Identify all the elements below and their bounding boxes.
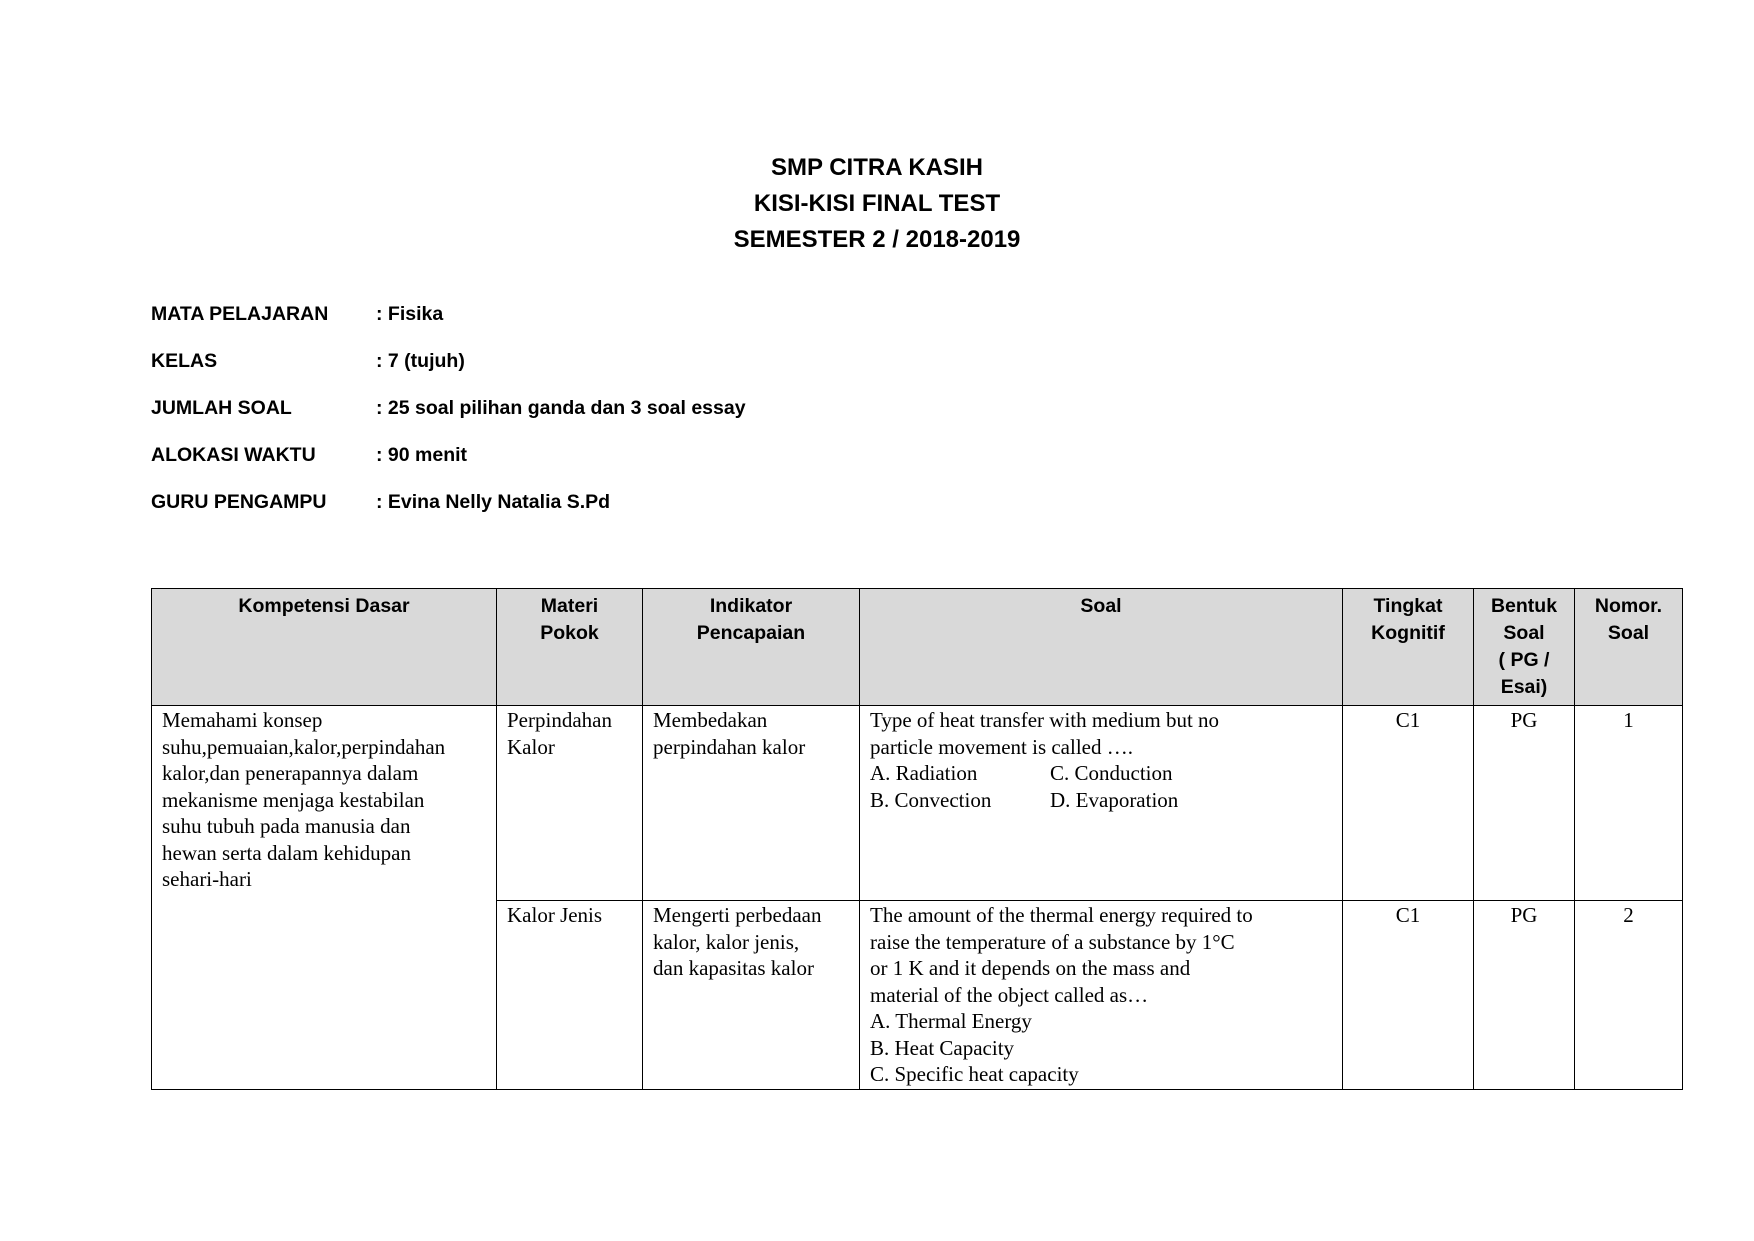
school-name: SMP CITRA KASIH (770, 154, 983, 181)
indikator-cell: Mengerti perbedaan kalor, kalor jenis, dan kapasitas kalor (643, 901, 860, 1090)
info-label: KELAS (151, 350, 218, 372)
table-row (152, 706, 1683, 901)
header-indikator-pencapaian: Indikator Pencapaian (643, 589, 860, 706)
semester-label: SEMESTER 2 / 2018-2019 (733, 226, 1021, 253)
soal-cell: Type of heat transfer with medium but no particle movement is called …. A. Radiation C. Conduction B. Convection D. Evaporation (860, 706, 1343, 901)
option: C. Conduction (1050, 761, 1173, 785)
bentuk-soal-cell: PG (1474, 706, 1575, 901)
info-value: : Fisika (376, 303, 444, 325)
info-label: MATA PELAJARAN (151, 303, 329, 325)
tingkat-kognitif-cell: C1 (1343, 706, 1474, 901)
info-value: : 25 soal pilihan ganda dan 3 soal essay (376, 397, 746, 419)
kisi-kisi-table (151, 588, 1683, 1090)
header-bentuk-soal: Bentuk Soal ( PG / Esai) (1474, 589, 1575, 706)
nomor-soal-cell: 2 (1575, 901, 1683, 1090)
options-row (870, 787, 1332, 814)
header-materi-pokok: Materi Pokok (497, 589, 643, 706)
indikator-cell: Membedakan perpindahan kalor (643, 706, 860, 901)
soal-cell: The amount of the thermal energy required to raise the temperature of a substance by 1°C or 1 K and it depends on the mass and material of the object called as… A. Thermal Energy B. Heat Capacity C. Specific heat capacity (860, 901, 1343, 1090)
materi-pokok-cell: Kalor Jenis (497, 901, 643, 1090)
option: B. Convection (870, 787, 992, 812)
materi-pokok-cell: Perpindahan Kalor (497, 706, 643, 901)
header-nomor-soal: Nomor. Soal (1575, 589, 1683, 706)
info-value: : 7 (tujuh) (376, 350, 465, 372)
table-header-row (152, 589, 1683, 706)
nomor-soal-cell: 1 (1575, 706, 1683, 901)
header-kompetensi-dasar: Kompetensi Dasar (152, 589, 497, 706)
option: A. Radiation (870, 761, 978, 785)
document-heading: KISI-KISI FINAL TEST (753, 190, 1001, 217)
header-tingkat-kognitif: Tingkat Kognitif (1343, 589, 1474, 706)
info-label: ALOKASI WAKTU (151, 444, 316, 466)
document-title (0, 150, 1754, 258)
option: D. Evaporation (1050, 787, 1179, 812)
bentuk-soal-cell: PG (1474, 901, 1575, 1090)
info-value: : Evina Nelly Natalia S.Pd (376, 491, 611, 513)
header-soal: Soal (860, 589, 1343, 706)
info-label: JUMLAH SOAL (151, 397, 292, 419)
info-label: GURU PENGAMPU (151, 491, 327, 513)
info-value: : 90 menit (376, 444, 468, 466)
kompetensi-dasar-cell: Memahami konsep suhu,pemuaian,kalor,perpindahan kalor,dan penerapannya dalam mekanisme menjaga kestabilan suhu tubuh pada manusia dan hewan serta dalam kehidupan sehari-hari (152, 706, 497, 1090)
tingkat-kognitif-cell: C1 (1343, 901, 1474, 1090)
options-row (870, 760, 1332, 787)
